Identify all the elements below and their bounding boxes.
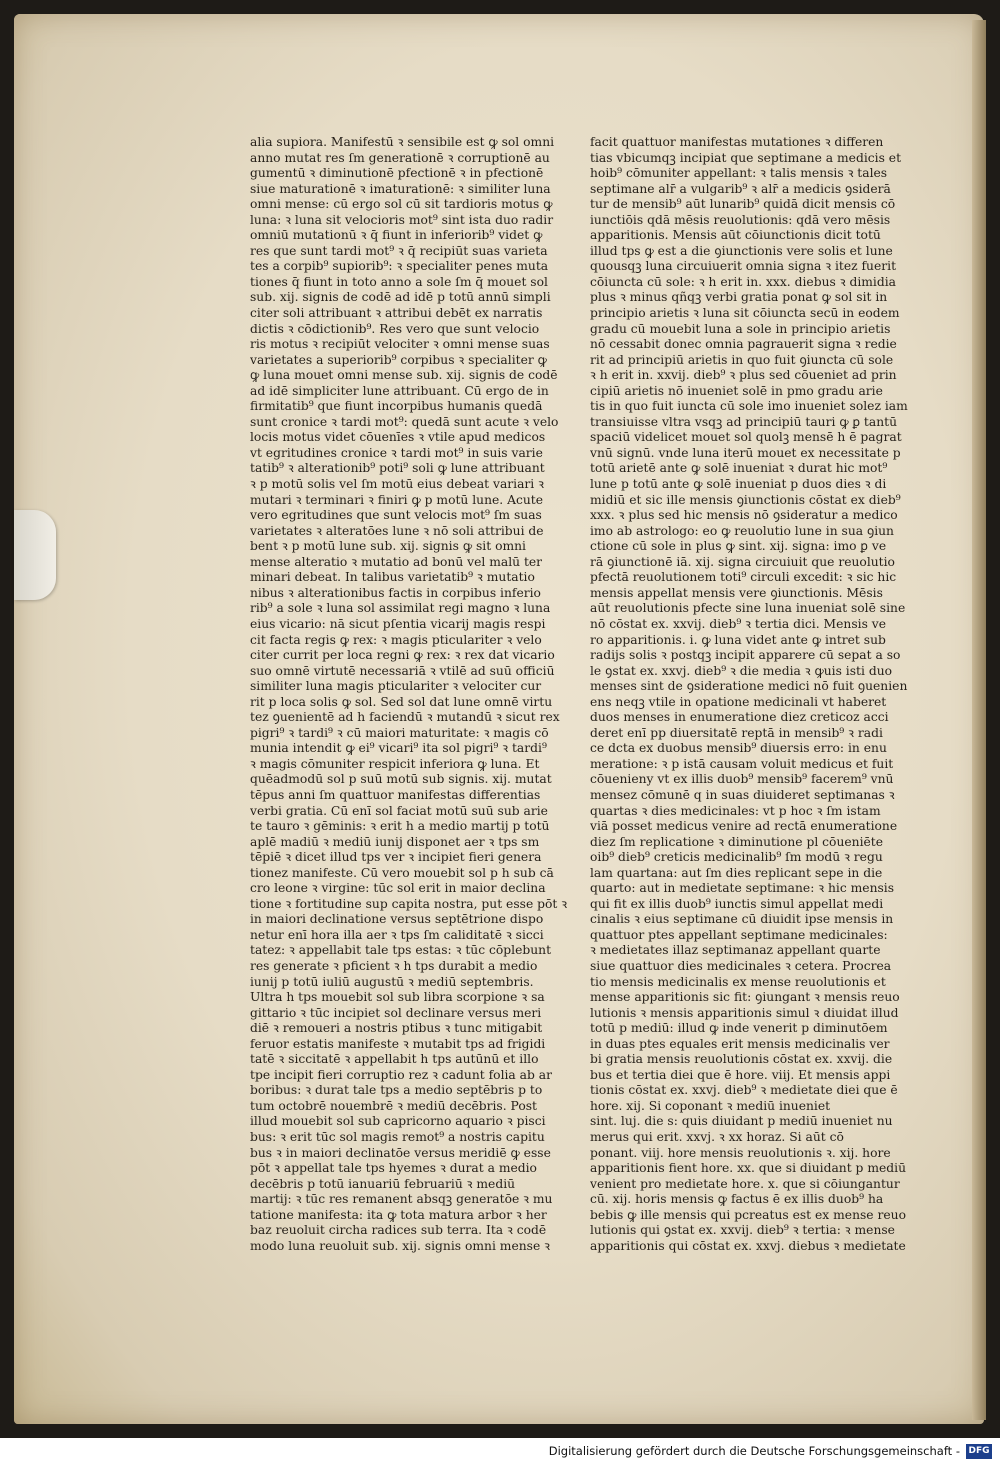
- text-line: le ꝯstat ex. xxvj. dieb⁹ ꝛ die media ꝛ ꝙuis isti duo: [590, 663, 893, 678]
- text-line: spaciū videlicet mouet sol quolꝫ mensē h ē pagrat: [590, 430, 902, 445]
- text-line: cipiū arietis nō inueniet solē in pmo gradu arie: [590, 383, 883, 398]
- text-line: merus qui erit. xxvj. ꝛ xx horaz. Si aūt cō: [590, 1130, 844, 1144]
- text-line: mensez cōmunē q in suas diuideret septimanas ꝛ: [590, 787, 895, 802]
- text-line: gittario ꝛ tūc incipiet sol declinare versus meri: [250, 1005, 542, 1020]
- text-line: in maiori declinatione versus septētrione dispo: [250, 912, 544, 927]
- text-line: totū arietē ante ꝙ solē inueniat ꝛ durat hic mot⁹: [590, 461, 888, 476]
- text-line: res generate ꝛ pficient ꝛ h tps durabit a medio: [250, 958, 538, 973]
- text-line: luna: ꝛ luna sit velocioris mot⁹ sint ista duo radir: [250, 212, 554, 227]
- text-line: oib⁹ dieb⁹ creticis medicinalib⁹ ſm modū ꝛ regu: [590, 850, 883, 865]
- text-line: siue quattuor dies medicinales ꝛ cetera. Procrea: [590, 958, 892, 973]
- text-line: omni mense: cū ergo sol cū sit tardioris motus ꝙ: [250, 197, 553, 212]
- text-line: bus: ꝛ erit tūc sol magis remot⁹ a nostris capitu: [250, 1130, 545, 1144]
- text-line: aplē madiū ꝛ mediū iunij disponet aer ꝛ tps sm: [250, 834, 540, 849]
- text-line: plus ꝛ minus qñqꝫ verbi gratia ponat ꝙ sol sit in: [590, 290, 888, 305]
- text-line: ris motus ꝛ recipiūt velociter ꝛ omni mense suas: [250, 337, 550, 352]
- text-line: rā ꝯiunctionē iā. xij. signa circuiuit que reuolutio: [590, 554, 895, 569]
- text-line: cū. xij. horis mensis ꝙ factus ē ex illis duob⁹ ha: [590, 1192, 884, 1207]
- text-line: nō cōstat ex. xxvij. dieb⁹ ꝛ tertia dici. Mensis ve: [590, 616, 887, 631]
- text-line: tum octobrē nouembrē ꝛ mediū decēbris. Post: [250, 1098, 537, 1113]
- text-line: varietates ꝛ alteratōes lune ꝛ nō soli attribui de: [250, 523, 544, 538]
- text-line: vero egritudines que sunt velocis mot⁹ ſm suas: [250, 508, 542, 523]
- text-line: ponant. viij. hore mensis reuolutionis ꝛ. xij. hore: [590, 1145, 891, 1160]
- text-line: gradu cū mouebit luna a sole in principio arietis: [590, 321, 891, 336]
- text-line: tatē ꝛ siccitatē ꝛ appellabit h tps autūnū et illo: [250, 1052, 539, 1067]
- text-line: viā posset medicus venire ad rectā enumeratione: [590, 819, 898, 834]
- text-line: mense apparitionis sic fit: ꝯiungant ꝛ mensis reuo: [590, 990, 900, 1005]
- text-line: rit ad principiū arietis in quo fuit ꝯiuncta cū sole: [590, 352, 894, 367]
- text-line: tatione manifesta: ita ꝙ tota matura arbor ꝛ her: [250, 1207, 547, 1222]
- text-line: sunt cronice ꝛ tardi mot⁹: quedā sunt acute ꝛ velo: [250, 414, 559, 429]
- text-line: ce dcta ex duobus mensib⁹ diuersis erro: in enu: [590, 741, 887, 756]
- text-line: minari debeat. In talibus varietatib⁹ ꝛ mutatio: [250, 570, 535, 585]
- text-line: illud mouebit sol sub capricorno aquario ꝛ pisci: [250, 1114, 546, 1129]
- text-line: cro leone ꝛ virgine: tūc sol erit in maior declina: [250, 881, 546, 896]
- text-line: omniū mutationū ꝛ q̄ fiunt in inferiorib⁹ videt ꝙ: [250, 228, 543, 243]
- text-line: tias vbicumqꝫ incipiat que septimane a medicis et: [590, 150, 902, 165]
- text-line: tpe incipit fieri corruptio rez ꝛ cadunt folia ab ar: [250, 1067, 552, 1082]
- text-line: vt egritudines cronice ꝛ tardi mot⁹ in suis varie: [250, 445, 543, 460]
- text-line: lutionis ꝛ mensis apparitionis simul ꝛ diuidat illud: [590, 1005, 899, 1020]
- text-line: te tauro ꝛ gēminis: ꝛ erit h a medio martij p totū: [250, 819, 550, 834]
- text-line: cōuenieny vt ex illis duob⁹ mensib⁹ facerem⁹ vnū: [590, 772, 894, 787]
- text-line: iunij p totū iuliū augustū ꝛ mediū septembris.: [250, 974, 534, 989]
- text-line: baz reuoluit circha radices sub terra. Ita ꝛ codē: [250, 1223, 547, 1238]
- text-line: dictis ꝛ cōdictionib⁹. Res vero que sunt velocio: [250, 321, 540, 336]
- text-line: tiones q̄ fiunt in toto anno a sole ſm q̄ mouet sol: [250, 274, 548, 289]
- footer-credit: Digitalisierung gefördert durch die Deutsche Forschungsgemeinschaft -: [548, 1444, 960, 1458]
- text-line: pfectā reuolutionem toti⁹ circuli excedit: ꝛ sic hic: [590, 570, 897, 585]
- text-line: netur enī hora illa aer ꝛ tps ſm caliditatē ꝛ sicci: [250, 927, 544, 942]
- text-line: verbi gratia. Cū enī sol faciat motū suū sub arie: [250, 803, 548, 818]
- text-line: menses sint de ꝯsideratione medici nō fuit ꝯuenien: [590, 679, 908, 694]
- text-line: citer currit per loca regni ꝙ rex: ꝛ rex dat vicario: [250, 648, 555, 663]
- text-line: tez ꝯuenientē ad h faciendū ꝛ mutandū ꝛ sicut rex: [250, 710, 560, 725]
- page-edge: [972, 20, 986, 1420]
- text-line: aūt reuolutionis pfecte sine luna inueniat solē sine: [590, 601, 906, 616]
- text-line: ad idē simpliciter lune attribuant. Cū ergo de in: [250, 383, 549, 398]
- text-line: totū p mediū: illud ꝙ inde venerit p diminutōem: [590, 1021, 888, 1036]
- text-line: ctione cū sole in plus ꝙ sint. xij. signa: imo ꝑ ve: [590, 539, 887, 554]
- text-line: lune p totū ante ꝙ solē inueniat p duos dies ꝛ di: [590, 477, 887, 492]
- text-line: ro apparitionis. i. ꝙ luna videt ante ꝙ intret sub: [590, 632, 886, 647]
- footer-bar: [0, 1438, 1000, 1465]
- text-line: ꝛ magis cōmuniter respicit inferiora ꝙ luna. Et: [250, 756, 540, 771]
- text-line: pōt ꝛ appellat tale tps hyemes ꝛ durat a medio: [250, 1161, 537, 1176]
- text-line: suo omnē virtutē necessariā ꝛ vtilē ad suū officiū: [250, 663, 555, 678]
- text-line: res que sunt tardi mot⁹ ꝛ q̄ recipiūt suas varieta: [250, 243, 548, 258]
- text-line: quarto: aut in medietate septimane: ꝛ hic mensis: [590, 881, 895, 896]
- text-line: lam quartana: aut ſm dies replicant sepe in die: [590, 865, 883, 880]
- text-line: facit quattuor manifestas mutationes ꝛ differen: [590, 135, 884, 149]
- text-line: nō cessabit donec omnia pagrauerit signa ꝛ redie: [590, 337, 897, 352]
- text-line: ꝛ medietates illaz septimanaz appellant quarte: [590, 943, 881, 958]
- text-line: mensis appellat mensis vere ꝯiunctionis. Mēsis: [590, 585, 883, 600]
- text-line: quousqꝫ luna circuiuerit omnia signa ꝛ itez fuerit: [590, 259, 897, 274]
- text-line: hore. xij. Si coponant ꝛ mediū inueniet: [590, 1098, 831, 1113]
- text-line: similiter luna magis pticulariter ꝛ velociter cur: [250, 679, 542, 694]
- text-line: mutari ꝛ terminari ꝛ finiri ꝙ p motū lune. Acute: [250, 492, 544, 507]
- text-line: cit facta regis ꝙ rex: ꝛ magis pticulariter ꝛ velo: [250, 632, 542, 647]
- text-line: bus ꝛ in maiori declinatōe versus meridiē ꝙ esse: [250, 1145, 551, 1160]
- text-line: bebis ꝙ ille mensis qui pcreatus est ex mense reuo: [590, 1207, 906, 1222]
- text-line: hoib⁹ cōmuniter appellant: ꝛ talis mensis ꝛ tales: [590, 166, 888, 181]
- text-line: lutionis qui ꝯstat ex. xxvij. dieb⁹ ꝛ tertia: ꝛ mense: [590, 1223, 895, 1238]
- text-line: septimane alr̄ a vulgarib⁹ ꝛ alr̄ a medicis ꝯsiderā: [590, 181, 891, 196]
- text-line: tione ꝛ fortitudine sup capita nostra, put esse pōt ꝛ: [250, 896, 568, 911]
- dfg-logo: DFG: [966, 1444, 992, 1459]
- text-line: cōiuncta cū sole: ꝛ h erit in. xxx. diebus ꝛ dimidia: [590, 274, 896, 289]
- text-line: feruor estatis manifeste ꝛ mutabit tps ad frigidi: [250, 1036, 546, 1051]
- text-line: locis motus videt cōuenīes ꝛ vtile apud medicos: [250, 430, 546, 445]
- text-line: qui fit ex illis duob⁹ iunctis simul appellat medi: [590, 896, 884, 911]
- text-line: sint. luj. die s: quis diuidant p mediū inueniet nu: [590, 1114, 893, 1129]
- left-text-column: [250, 135, 574, 1254]
- text-line: quēadmodū sol p suū motū sub signis. xij. mutat: [250, 772, 552, 787]
- text-line: quartas ꝛ dies medicinales: vt p hoc ꝛ ſm istam: [590, 803, 881, 818]
- text-line: ꝛ h erit in. xxvij. dieb⁹ ꝛ plus sed cōueniet ad prin: [590, 368, 897, 383]
- text-line: tēpus anni ſm quattuor manifestas differentias: [250, 787, 541, 802]
- text-line: munia intendit ꝙ ei⁹ vicari⁹ ita sol pigri⁹ ꝛ tardi⁹: [250, 741, 547, 756]
- text-line: gumentū ꝛ diminutionē pfectionē ꝛ in pfectionē: [250, 166, 544, 181]
- text-line: radijs solis ꝛ postqꝫ incipit apparere cū sepat a so: [590, 648, 901, 663]
- text-line: midiū et sic ille mensis ꝯiunctionis cōstat ex dieb⁹: [590, 492, 901, 507]
- text-line: rib⁹ a sole ꝛ luna sol assimilat regi magno ꝛ luna: [250, 601, 551, 616]
- text-line: ꝙ luna mouet omni mense sub. xij. signis de codē: [250, 368, 558, 383]
- text-line: anno mutat res ſm generationē ꝛ corruptionē au: [250, 150, 550, 165]
- text-line: principio arietis ꝛ luna sit cōiuncta secū in eodem: [590, 306, 900, 321]
- text-line: apparitionis qui cōstat ex. xxvj. diebus ꝛ medietate: [590, 1238, 906, 1253]
- text-line: diez ſm replicatione ꝛ diminutione pl cōueniēte: [590, 834, 883, 849]
- text-line: diē ꝛ remoueri a nostris ptibus ꝛ tunc mitigabit: [250, 1021, 543, 1036]
- text-line: Ultra h tps mouebit sol sub libra scorpione ꝛ sa: [250, 990, 545, 1005]
- text-line: transiuisse vltra vsqꝫ ad principiū tauri ꝙ ꝑ tantū: [590, 414, 897, 429]
- text-line: ꝛ p motū solis vel ſm motū eius debeat variari ꝛ: [250, 477, 544, 492]
- text-line: ens neqꝫ vtile in opatione medicinali vt haberet: [590, 694, 887, 709]
- text-line: xxx. ꝛ plus sed hic mensis nō ꝯsideratur a medico: [590, 508, 898, 523]
- text-line: firmitatib⁹ que fiunt incorpibus humanis quedā: [250, 399, 543, 414]
- text-line: meratione: ꝛ p istā causam voluit medicus et fuit: [590, 756, 894, 771]
- text-line: vnū signū. vnde luna iterū mouet ex necessitate p: [590, 445, 901, 460]
- text-line: bi gratia mensis reuolutionis cōstat ex. xxvij. die: [590, 1052, 893, 1067]
- text-line: modo luna reuoluit sub. xij. signis omni mense ꝛ: [250, 1238, 550, 1253]
- text-line: eius vicario: nā sicut pſentia vicarij magis respi: [250, 616, 546, 631]
- text-line: tio mensis medicinalis ex mense reuolutionis et: [590, 974, 886, 989]
- text-line: tatib⁹ ꝛ alterationib⁹ poti⁹ soli ꝙ lune attribuant: [250, 461, 545, 476]
- text-line: tēpiē ꝛ dicet illud tps ver ꝛ incipiet fieri genera: [250, 850, 542, 865]
- text-line: pigri⁹ ꝛ tardi⁹ ꝛ cū maiori maturitate: ꝛ magis cō: [250, 725, 549, 740]
- text-line: bus et tertia diei que ē hore. viij. Et mensis appi: [590, 1067, 891, 1082]
- text-line: imo ab astrologo: eo ꝙ reuolutio lune in sua ꝯiun: [590, 523, 894, 538]
- text-line: venient pro medietate hore. x. que si cōiungantur: [590, 1176, 900, 1191]
- text-line: alia supiora. Manifestū ꝛ sensibile est ꝙ sol omni: [250, 135, 555, 149]
- text-line: illud tps ꝙ est a die ꝯiunctionis vere solis et lune: [590, 243, 893, 258]
- text-line: bent ꝛ p motū lune sub. xij. signis ꝙ sit omni: [250, 539, 526, 554]
- text-line: tionez manifeste. Cū vero mouebit sol p h sub cā: [250, 865, 554, 880]
- text-line: tatez: ꝛ appellabit tale tps estas: ꝛ tūc cōplebunt: [250, 943, 552, 958]
- page-clip: [14, 510, 56, 600]
- right-text-column: [590, 135, 914, 1254]
- text-line: mense alteratio ꝛ mutatio ad bonū vel malū ter: [250, 554, 543, 569]
- text-line: citer soli attribuant ꝛ attribui debēt ex narratis: [250, 306, 543, 321]
- text-line: apparitionis fient hore. xx. que si diuidant p mediū: [590, 1161, 907, 1176]
- text-line: iunctiōis qdā mēsis reuolutionis: qdā vero mēsis: [590, 212, 891, 227]
- text-line: deret enī pp diuersitatē reptā in mensib⁹ ꝛ radi: [590, 725, 883, 740]
- text-line: martij: ꝛ tūc res remanent absqꝫ generatōe ꝛ mu: [250, 1192, 553, 1207]
- text-line: in duas ptes equales erit mensis medicinalis ver: [590, 1036, 890, 1051]
- text-line: decēbris p totū ianuariū februariū ꝛ mediū: [250, 1176, 516, 1191]
- text-line: rit p loca solis ꝙ sol. Sed sol dat lune omnē virtu: [250, 694, 553, 709]
- text-line: cinalis ꝛ eius septimane cū diuidit ipse mensis in: [590, 912, 894, 927]
- text-line: sub. xij. signis de codē ad idē p totū annū simpli: [250, 290, 551, 305]
- text-line: duos menses in enumeratione diez creticoz acci: [590, 710, 889, 725]
- text-line: tionis cōstat ex. xxvj. dieb⁹ ꝛ medietate diei que ē: [590, 1083, 898, 1098]
- text-line: tur de mensib⁹ aūt lunarib⁹ quidā dicit mensis cō: [590, 197, 896, 212]
- text-line: quattuor ptes appellant septimane medicinales:: [590, 927, 888, 942]
- text-line: siue maturationē ꝛ imaturationē: ꝛ similiter luna: [250, 181, 551, 196]
- text-line: varietates a superiorib⁹ corpibus ꝛ specialiter ꝙ: [250, 352, 547, 367]
- text-line: tis in quo fuit iuncta cū sole imo inueniet solez iam: [590, 399, 908, 414]
- text-line: apparitionis. Mensis aūt cōiunctionis dicit totū: [590, 228, 881, 243]
- text-line: tes a corpib⁹ supiorib⁹: ꝛ specialiter penes muta: [250, 259, 549, 274]
- text-line: nibus ꝛ alterationibus factis in corpibus inferio: [250, 585, 541, 600]
- text-line: boribus: ꝛ durat tale tps a medio septēbris p to: [250, 1083, 543, 1098]
